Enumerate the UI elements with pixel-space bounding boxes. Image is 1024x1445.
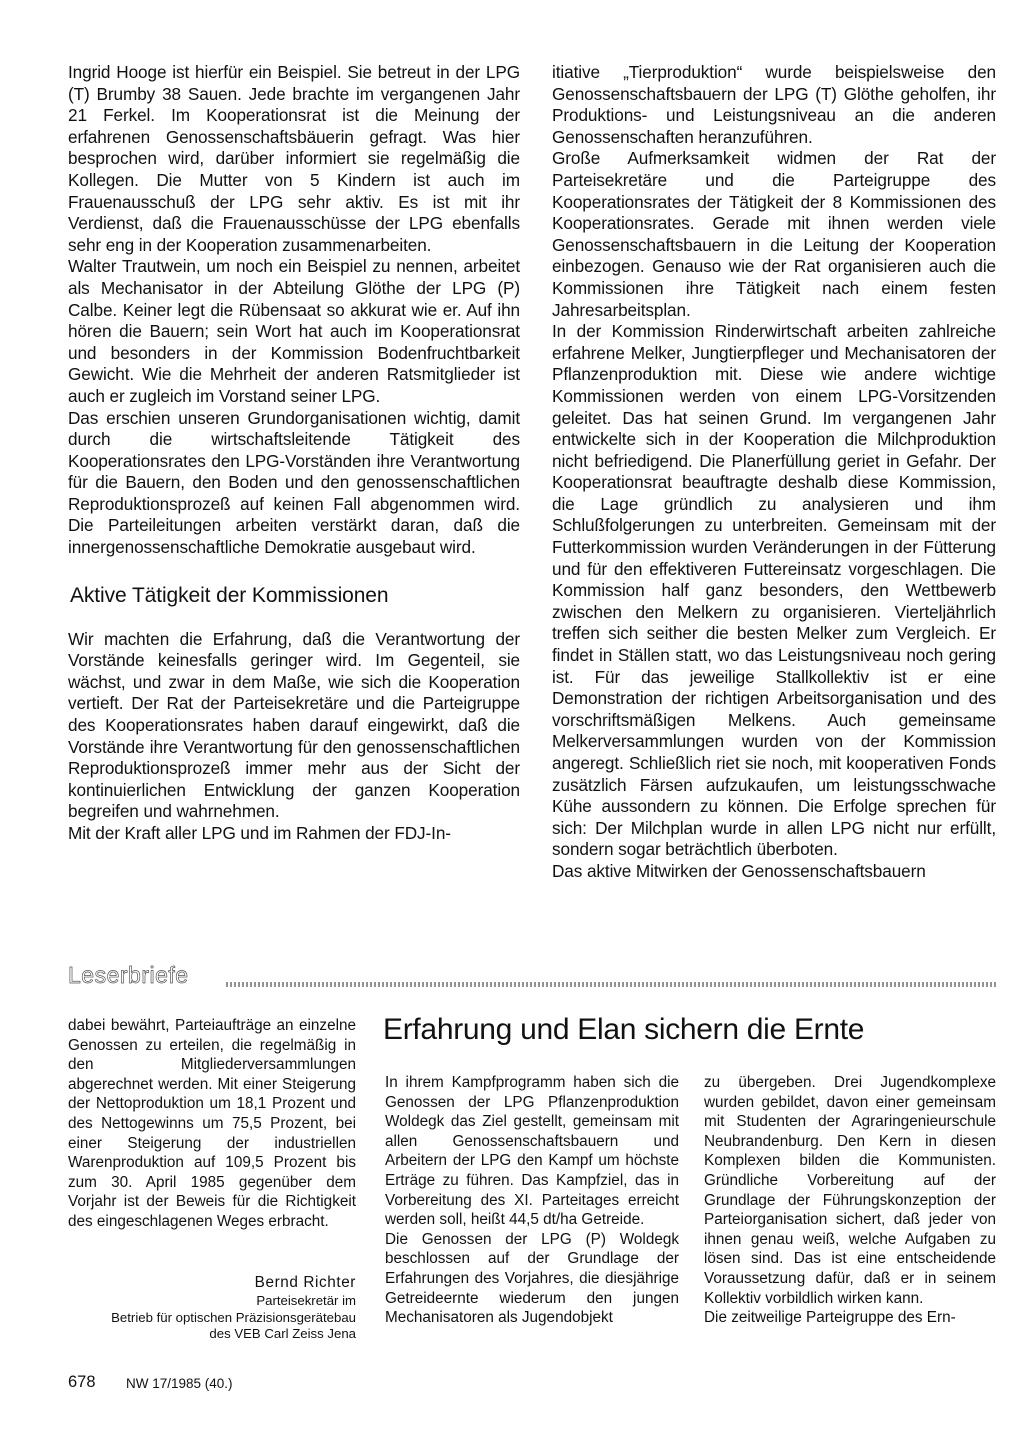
paragraph: Die zeitweilige Parteigruppe des Ern- [704,1309,956,1327]
article-column-1 [385,1073,679,1328]
paragraph: Walter Trautwein, um noch ein Beispiel zu nennen, arbeitet als Mechanisator in der Abteilung Glöthe der LPG (P) Calbe. Keiner legt die Rübensaat so akkurat wie er. Auf ihn hören die Bauern; sein Wort hat auch im Kooperationsrat und besonders in der Kommission Bodenfruchtbarkeit Gewicht. Wie die Mehrheit der anderen Ratsmitglieder ist auch er zugleich im Vorstand seiner LPG. [68,256,520,406]
paragraph: Große Aufmerksamkeit widmen der Rat der Parteisekretäre und die Parteigruppe des Kooperationsrates der Tätigkeit der 8 Kommissionen des Kooperationsrates. Gerade mit ihnen werden viele Genossenschaftsbauern in die Leitung der Kooperation einbezogen. Genauso wie der Rat organisieren auch die Kommissionen ihre Tätigkeit nach einem festen Jahresarbeitsplan. [552,148,996,320]
section-heading: Aktive Tätigkeit der Kommissionen [70,583,389,607]
paragraph: Mit der Kraft aller LPG und im Rahmen der FDJ-In- [68,823,451,843]
paragraph: Das aktive Mitwirken der Genossenschaftsbauern [552,860,926,881]
author-role: des VEB Carl Zeiss Jena [209,1326,356,1341]
paragraph: Die Genossen der LPG (P) Woldegk beschlossen auf der Grundlage der Erfahrungen des Vorjahres, die diesjährige Getreideernte wiederum den jungen Mechanisatoren als Jugendobjekt [385,1230,679,1327]
author-role: Parteisekretär im [256,1293,356,1308]
paragraph: itiative „Tierproduktion“ wurde beispielsweise den Genossenschaftsbauern der LPG (T) Glöthe geholfen, ihr Produktions- und Leistungsniveau an die anderen Genossenschaften heranzuführen. [552,62,996,147]
letter-column [68,1016,356,1232]
dotted-rule [226,982,998,987]
letter-signature [68,1273,356,1343]
paragraph: Das erschien unseren Grundorganisationen wichtig, damit durch die wirtschaftsleitende Tätigkeit des Kooperationsrates den LPG-Vorständen ihre Verantwortung für die Bauern, den Boden und den genossenschaftlichen Reproduktionsprozeß auf keinen Fall abgenommen wird. Die Parteileitungen arbeiten verstärkt daran, daß die innergenossenschaftliche Demokratie ausgebaut wird. [68,407,520,558]
letter-text: dabei bewährt, Parteiaufträge an einzelne Genossen zu erteilen, die regelmäßig in den Mitgliederversammlungen abgerechnet werden. Mit einer Steigerung der Nettoproduktion um 18,1 Prozent und des Nettogewinns um 75,5 Prozent, bei einer Steigerung der industriellen Warenproduktion auf 109,5 Prozent bis zum 30. April 1985 gegenüber dem Vorjahr ist der Beweis für die Richtigkeit des eingeschlagenen Weges erbracht. [68,1017,356,1230]
paragraph: In ihrem Kampfprogramm haben sich die Genossen der LPG Pflanzenproduktion Woldegk das Ziel gestellt, gemeinsam mit allen Genossenschaftsbauern und Arbeitern der LPG den Kampf um höchste Erträge zu führen. Das Kampfziel, das in Vorbereitung des XI. Parteitages erreicht werden soll, heißt 44,5 dt/ha Getreide. [385,1074,679,1229]
right-column [552,62,996,883]
article-column-2 [704,1073,996,1328]
author-name: Bernd Richter [254,1274,356,1291]
paragraph: Ingrid Hooge ist hierfür ein Beispiel. Sie betreut in der LPG (T) Brumby 38 Sauen. Jede brachte im vergangenen Jahr 21 Ferkel. Im Kooperationsrat ist die Meinung der erfahrenen Genossenschaftsbäuerin gefragt. Was hier besprochen wird, darüber informiert sie regelmäßig die Kollegen. Die Mutter von 5 Kindern ist auch im Frauenausschuß der LPG sehr aktiv. Es ist mit ihr Verdienst, daß die Frauenausschüsse der LPG ebenfalls sehr eng in der Kooperation zusammenarbeiten. [68,62,520,255]
author-role: Betrieb für optischen Präzisionsgerätebau [111,1309,356,1325]
paragraph: zu übergeben. Drei Jugendkomplexe wurden gebildet, davon einer gemeinsam mit Studenten der Agraringenieurschule Neubrandenburg. Den Kern in diesen Komplexen bilden die Kommunisten. Gründliche Vorbereitung auf der Grundlage der Führungskonzeption der Parteiorganisation sichert, daß jeder von ihnen genau weiß, welche Aufgaben zu lösen sind. Das ist eine entscheidende Voraussetzung dafür, daß er in seinem Kollektiv vorbildlich wirken kann. [704,1074,996,1307]
section-label: Leserbriefe [68,962,189,988]
paragraph: Wir machten die Erfahrung, daß die Verantwortung der Vorstände keinesfalls geringer wird. Im Gegenteil, sie wächst, und zwar in dem Maße, wie sich die Kooperation vertieft. Der Rat der Parteisekretäre und die Parteigruppe des Kooperationsrates haben darauf eingewirkt, daß die Vorstände ihre Verantwortung für den genossenschaftlichen Reproduktionsprozeß immer mehr aus der Sicht der kontinuierlichen Entwicklung der ganzen Kooperation begreifen und wahrnehmen. [68,628,520,822]
left-column [68,62,520,845]
article-title: Erfahrung und Elan sichern die Ernte [383,1013,865,1046]
section-banner [68,962,998,992]
page-number: 678 [68,1373,96,1391]
publication-info: NW 17/1985 (40.) [126,1376,233,1391]
paragraph: In der Kommission Rinderwirtschaft arbeiten zahlreiche erfahrene Melker, Jungtierpfleger und Mechanisatoren der Pflanzenproduktion mit. Diese wie andere wichtige Kommissionen werden von einem LPG-Vorsitzenden geleitet. Das hat seinen Grund. Im vergangenen Jahr entwickelte sich in der Kooperation die Milchproduktion nicht befriedigend. Die Planerfüllung geriet in Gefahr. Der Kooperationsrat beauftragte deshalb diese Kommission, die Lage gründlich zu analysieren und ihm Schlußfolgerungen zu unterbreiten. Gemeinsam mit der Futterkommission wurden Veränderungen in der Fütterung und für den effektiveren Futtereinsatz vorgeschlagen. Die Kommission half ganz besonders, den Wettbewerb zwischen den Melkern zu organisieren. Vierteljährlich treffen sich seither die besten Melker zum Vergleich. Er findet in Ställen statt, wo das Leistungsniveau noch gering ist. Für das jeweilige Stallkollektiv ist er eine Demonstration der richtigen Arbeitsorganisation und des vorschriftsmäßigen Melkens. Auch gemeinsame Melkerversammlungen wurden von der Kommission angeregt. Schließlich riet sie noch, mit kooperativen Fonds zusätzlich Färsen aufzukaufen, um leistungsschwache Kühe aussondern zu können. Die Erfolge sprechen für sich: Der Milchplan wurde in allen LPG nicht nur erfüllt, sondern sogar beträchtlich überboten. [552,321,996,860]
